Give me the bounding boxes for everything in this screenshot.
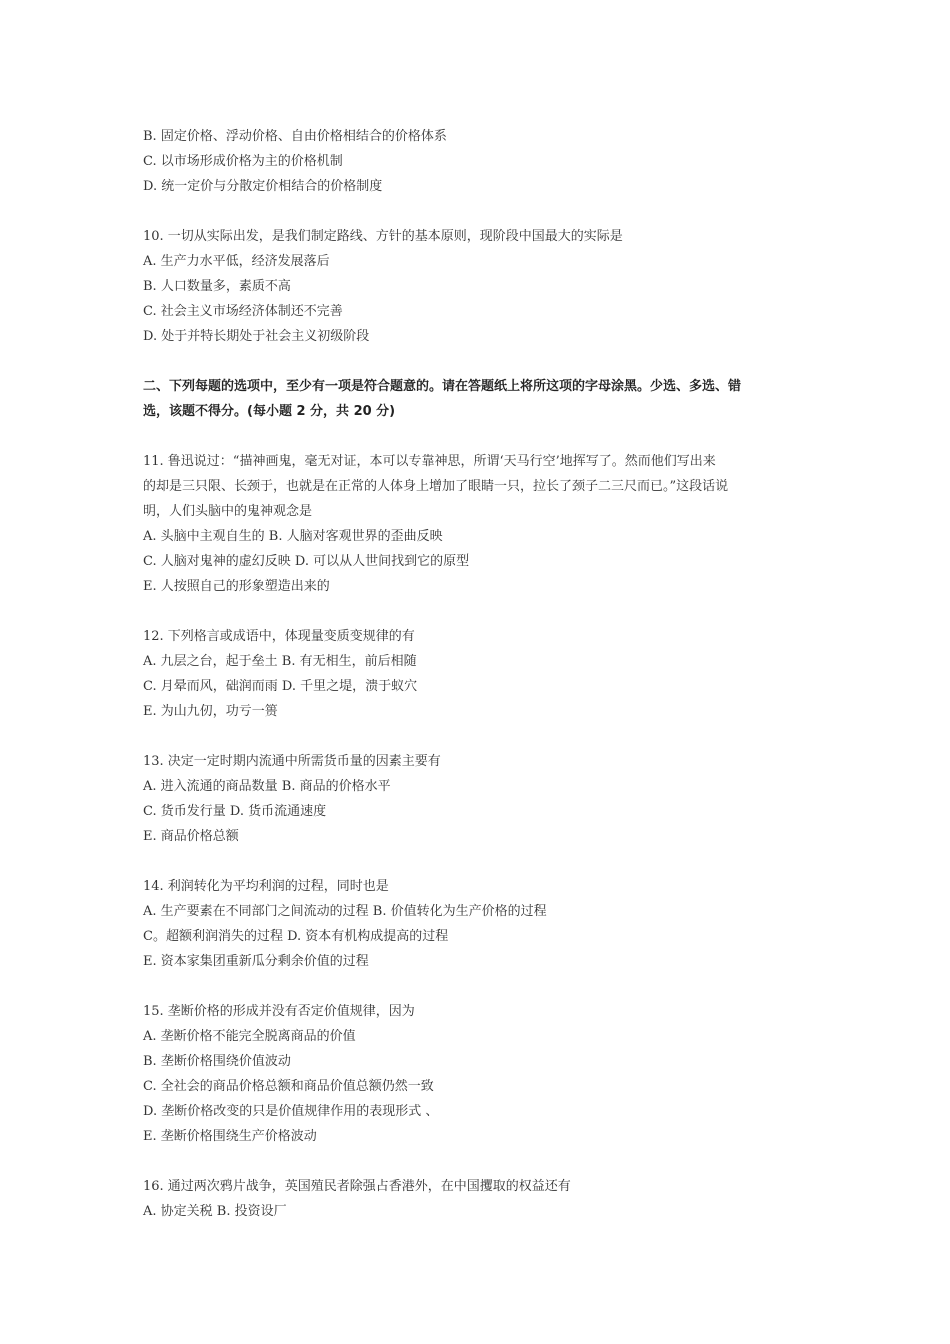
question-stem: 12. 下列格言或成语中，体现量变质变规律的有 xyxy=(143,629,415,644)
question-stem: 16. 通过两次鸦片战争，英国殖民者除强占香港外，在中国攫取的权益还有 xyxy=(143,1179,571,1194)
question-stem: 明，人们头脑中的鬼神观念是 xyxy=(143,504,313,519)
option: C. 月晕而风，础润而雨 D. 千里之堤，溃于蚁穴 xyxy=(143,679,418,694)
question-9-options xyxy=(143,124,823,199)
option: E. 垄断价格围绕生产价格波动 xyxy=(143,1129,317,1144)
option: B. 垄断价格围绕价值波动 xyxy=(143,1054,291,1069)
option: C. 人脑对鬼神的虚幻反映 D. 可以从人世间找到它的原型 xyxy=(143,554,470,569)
question-stem: 10. 一切从实际出发，是我们制定路线、方针的基本原则，现阶段中国最大的实际是 xyxy=(143,229,623,244)
option: E. 人按照自己的形象塑造出来的 xyxy=(143,579,330,594)
question-15 xyxy=(143,999,823,1149)
question-stem: 13. 决定一定时期内流通中所需货币量的因素主要有 xyxy=(143,754,441,769)
question-12 xyxy=(143,624,823,724)
section-title-line: 二、下列每题的选项中，至少有一项是符合题意的。请在答题纸上将所这项的字母涂黑。少选、多选、错 xyxy=(143,379,742,394)
question-stem: 11. 鲁迅说过：“描神画鬼，毫无对证，本可以专靠神思，所谓‘天马行空’地挥写了。然而他们写出来 xyxy=(143,454,716,469)
option: A. 九层之台，起于垒土 B. 有无相生，前后相随 xyxy=(143,654,417,669)
question-stem: 15. 垄断价格的形成并没有否定价值规律，因为 xyxy=(143,1004,415,1019)
option: D. 垄断价格改变的只是价值规律作用的表现形式 、 xyxy=(143,1104,439,1119)
option: B. 固定价格、浮动价格、自由价格相结合的价格体系 xyxy=(143,129,447,144)
option: D. 处于并特长期处于社会主义初级阶段 xyxy=(143,329,370,344)
option: E. 资本家集团重新瓜分剩余价值的过程 xyxy=(143,954,369,969)
question-stem: 14. 利润转化为平均利润的过程，同时也是 xyxy=(143,879,389,894)
section-title-line: 选，该题不得分。(每小题 2 分，共 20 分) xyxy=(143,404,396,419)
question-13 xyxy=(143,749,823,849)
question-16 xyxy=(143,1174,823,1224)
option: B. 人口数量多，素质不高 xyxy=(143,279,291,294)
section-2-instructions xyxy=(143,374,823,424)
exam-page xyxy=(143,124,823,1249)
question-11 xyxy=(143,449,823,599)
question-stem: 的却是三只限、长颈于，也就是在正常的人体身上增加了眼睛一只，拉长了颈子二三尺而已。”这段话说 xyxy=(143,479,729,494)
option: A. 垄断价格不能完全脱离商品的价值 xyxy=(143,1029,356,1044)
option: A. 头脑中主观自生的 B. 人脑对客观世界的歪曲反映 xyxy=(143,529,443,544)
question-10 xyxy=(143,224,823,349)
option: E. 商品价格总额 xyxy=(143,829,239,844)
option: C。超额利润消失的过程 D. 资本有机构成提高的过程 xyxy=(143,929,449,944)
option: A. 生产要素在不同部门之间流动的过程 B. 价值转化为生产价格的过程 xyxy=(143,904,547,919)
question-14 xyxy=(143,874,823,974)
option: C. 全社会的商品价格总额和商品价值总额仍然一致 xyxy=(143,1079,434,1094)
option: A. 进入流通的商品数量 B. 商品的价格水平 xyxy=(143,779,391,794)
option: C. 以市场形成价格为主的价格机制 xyxy=(143,154,343,169)
option: A. 生产力水平低，经济发展落后 xyxy=(143,254,330,269)
option: E. 为山九仞，功亏一篑 xyxy=(143,704,278,719)
option: C. 货币发行量 D. 货币流通速度 xyxy=(143,804,327,819)
option: A. 协定关税 B. 投资设厂 xyxy=(143,1204,287,1219)
option: C. 社会主义市场经济体制还不完善 xyxy=(143,304,343,319)
option: D. 统一定价与分散定价相结合的价格制度 xyxy=(143,179,383,194)
